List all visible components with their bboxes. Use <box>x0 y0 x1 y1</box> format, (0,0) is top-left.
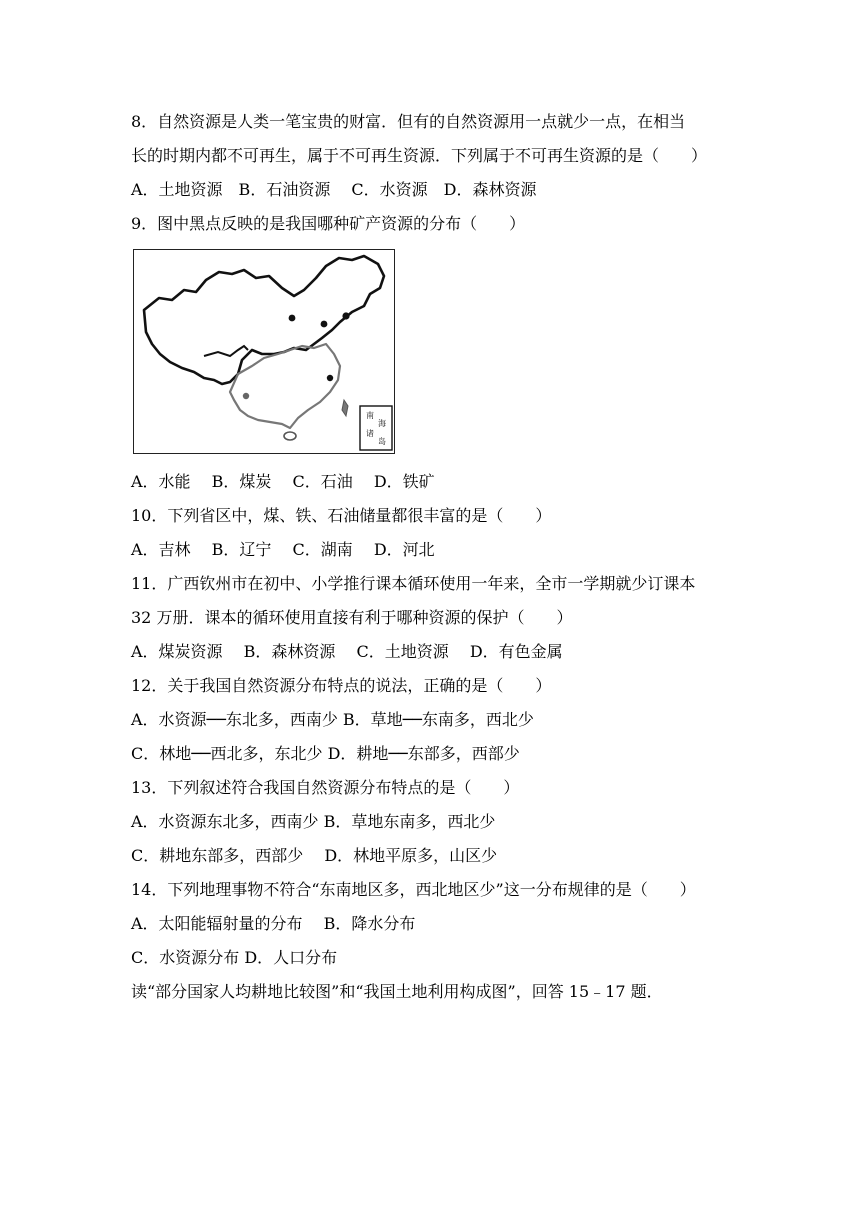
inset-char-1: 南 <box>366 411 374 420</box>
south-sea-inset-frame <box>360 406 392 450</box>
q14-stem: 14．下列地理事物不符合“东南地区多，西北地区少”这一分布规律的是（ ） <box>131 880 696 899</box>
q13-stem: 13．下列叙述符合我国自然资源分布特点的是（ ） <box>131 778 520 797</box>
q8-stem-line1: 8．自然资源是人类一笔宝贵的财富．但有的自然资源用一点就少一点，在相当 <box>131 112 686 131</box>
intro-questions-15-17: 读“部分国家人均耕地比较图”和“我国土地利用构成图”，回答 15﹣17 题． <box>131 982 663 1001</box>
deposit-dot <box>289 315 296 322</box>
taiwan-island <box>342 400 348 416</box>
q14-options-line1: A．太阳能辐射量的分布 B．降水分布 <box>131 914 416 933</box>
q12-options-line1: A．水资源──东北多，西南少 B．草地──东南多，西北少 <box>131 710 534 729</box>
deposit-dot <box>327 375 333 381</box>
q8-options: A．土地资源 B．石油资源 C．水资源 D．森林资源 <box>131 180 537 199</box>
q12-stem: 12．关于我国自然资源分布特点的说法，正确的是（ ） <box>131 676 552 695</box>
deposit-dot <box>321 321 328 328</box>
inset-char-2: 海 <box>378 419 386 428</box>
inset-char-3: 诸 <box>366 429 374 438</box>
q9-stem: 9．图中黑点反映的是我国哪种矿产资源的分布（ ） <box>131 214 526 233</box>
deposit-dot <box>243 393 249 399</box>
q11-stem-line1: 11．广西钦州市在初中、小学推行课本循环使用一年来，全市一学期就少订课本 <box>131 574 696 593</box>
q12-options-line2: C．林地──西北多，东北少 D．耕地──东部多，西部少 <box>131 744 520 763</box>
china-mineral-map <box>133 249 395 454</box>
q11-options: A．煤炭资源 B．森林资源 C．土地资源 D．有色金属 <box>131 642 563 661</box>
china-map-svg <box>134 250 393 452</box>
q10-options: A．吉林 B．辽宁 C．湖南 D．河北 <box>131 540 435 559</box>
deposit-dot <box>342 312 349 319</box>
q9-options: A．水能 B．煤炭 C．石油 D．铁矿 <box>131 472 435 491</box>
q13-options-line2: C．耕地东部多，西部少 D．林地平原多，山区少 <box>131 846 498 865</box>
china-north-border <box>144 256 384 384</box>
inset-char-4: 岛 <box>378 437 386 446</box>
hainan-island <box>284 432 296 440</box>
q11-stem-line2: 32 万册．课本的循环使用直接有利于哪种资源的保护（ ） <box>131 608 573 627</box>
q8-stem-line2: 长的时期内都不可再生，属于不可再生资源．下列属于不可再生资源的是（ ） <box>131 146 708 165</box>
inner-boundary-line <box>204 346 248 356</box>
q10-stem: 10．下列省区中，煤、铁、石油储量都很丰富的是（ ） <box>131 506 552 525</box>
q13-options-line1: A．水资源东北多，西南少 B．草地东南多，西北少 <box>131 812 496 831</box>
q14-options-line2: C．水资源分布 D．人口分布 <box>131 948 338 967</box>
